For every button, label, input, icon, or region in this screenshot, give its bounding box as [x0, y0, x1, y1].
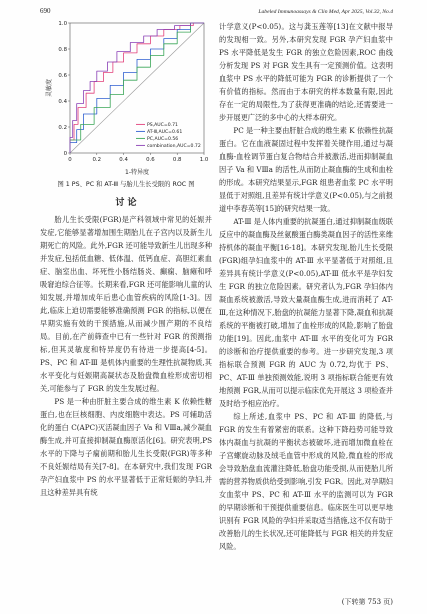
y-tick-label: 0.4	[58, 98, 67, 105]
paragraph: PC 是一种主要由肝脏合成的维生素 K 依赖性抗凝蛋白。它在血液凝固过程中发挥着关键作用,通过与凝血酶-血栓调节蛋白复合物结合并被激活,进而抑制凝血因子 Va 和 VⅢa 的活性,从而防止凝血酶的生成和血栓的形成。本研究结果显示,FGR 组患者血浆 PC 水平明显低于对照组,且差异有统计学意义(P<0.05),与之前报道中李春英等[15]的研究结果一致。	[219, 126, 393, 213]
journal-running-header: Labeled Immunoassays & Clin Med, Apr 2025, Vol.32, No.4	[258, 9, 393, 15]
left-column-text	[40, 213, 212, 603]
x-tick-label: 0.6	[146, 157, 155, 163]
y-axis-label: 灵敏度	[46, 78, 53, 98]
right-column-text	[219, 20, 393, 594]
figure-caption: 图 1 PS、PC 和 AT-Ⅲ 与胎儿生长受限的 ROC 图	[57, 181, 195, 188]
y-tick-label: 0	[63, 150, 67, 157]
y-tick-label: 0.6	[58, 72, 67, 79]
paragraph: 综上所述,血浆中 PS、PC 和 AT-Ⅲ 的降低,与 FGR 的发生有着紧密的联系。这种下降趋势可能导致体内凝血与抗凝的平衡状态被破坏,进而增加微血栓在子宫螺旋动脉及绒毛血管中形成的风险,微血栓的形成会导致胎盘血流灌注降低,胎盘功能受损,从而使胎儿所需的营养物质供给受到影响,引发 FGR。因此,对孕期妇女血浆中 PS、PC 和 AT-Ⅲ 水平的监测可以为 FGR 的早期诊断和干预提供重要信息。临床医生可以更早地识别有 FGR 风险的孕妇并采取适当措施,这不仅有助于改善胎儿的生长状况,还可能降低与 FGR 相关的并发症风险。	[219, 412, 393, 551]
y-tick-label: 0.8	[58, 46, 67, 53]
x-tick-label: 0.4	[119, 157, 128, 163]
legend-label-ps: PS,AUC=0.71	[147, 123, 178, 128]
legend-label-at: AT-Ⅲ,AUC=0.61	[147, 130, 183, 135]
x-axis-label: 1-特异度	[125, 169, 149, 176]
y-tick-label: 0.2	[58, 124, 67, 131]
x-tick-label: 0	[68, 157, 72, 163]
legend-label-combination: combination,AUC=0.72	[147, 144, 201, 149]
continued-on-page-note: (下转第 753 页)	[341, 598, 393, 606]
paragraph: 胎儿生长受限(FGR)是产科领域中常见的妊娠并发症,它能够显著增加围生期胎儿在子宫内以及新生儿期死亡的风险。此外,FGR 还可能导致新生儿出现多种并发症,包括低血糖、低体温、低钙血症、高胆红素血症、脑室出血、坏死性小肠结肠炎、癫痫、脑瘫和呼吸窘迫综合征等。长期来看,FGR 还可能影响儿童的认知发展,并增加成年后患心血管疾病的风险[1-3]。因此,临床上迫切需要能够准确预测 FGR 的指标,以便在早期实施有效的干预措施,从而减少围产期的不良结局。目前,在产前筛查中已有一些针对 FGR 的预测指标,但其灵敏度和特异度仍有待进一步提高[4-5]。PS、PC 和 AT-Ⅲ 是机体内重要的生理性抗凝物质,其水平变化与妊娠期高凝状态及胎盘微血栓形成密切相关,可能参与了 FGR 的发生发展过程。	[40, 215, 212, 393]
paragraph: AT-Ⅲ 是人体内重要的抗凝蛋白,通过抑制凝血级联反应中的凝血酶及丝氨酸蛋白酶类凝血因子的活性来维持机体的凝血平衡[16-18]。本研究发现,胎儿生长受限(FGR)组孕妇血浆中的 AT-Ⅲ 水平显著低于对照组,且差异具有统计学意义(P<0.05),AT-Ⅲ 低水平是孕妇发生 FGR 的独立危险因素。研究者认为,FGR 孕妇体内凝血系统被激活,导致大量凝血酶生成,进而消耗了 AT-Ⅲ,在这种情况下,胎盘的抗凝能力显著下降,凝血和抗凝系统的平衡被打破,增加了血栓形成的风险,影响了胎盘功能[19]。因此,血浆中 AT-Ⅲ 水平的变化可为 FGR 的诊断和治疗提供重要的参考。进一步研究发现,3 项指标联合预测 FGR 的 AUC 为 0.72,均优于 PS、PC、AT-Ⅲ 单独预测效能,说明 3 项指标联合能更有效地预测 FGR,从而可以提示临床优先开展这 3 项检查并及时给予相应治疗。	[219, 217, 393, 408]
roc-chart	[40, 13, 212, 179]
x-tick-label: 0.2	[92, 157, 102, 163]
paragraph-continued: 计学意义(P<0.05)。这与龚玉莲等[13]在文献中报导的发现相一致。另外,本研究发现 FGR 孕产妇血浆中 PS 水平降低是发生 FGR 的独立危险因素,ROC 曲线分析发现 PS 对 FGR 发生具有一定预测价值。这表明血浆中 PS 水平的降低可能为 FGR 的诊断提供了一个有价值的指标。然而由于本研究的样本数量有限,因此存在一定的局限性,为了获得更准确的结论,还需要进一步开展更广泛的多中心的大样本研究。	[219, 22, 393, 122]
legend-label-pc: PC,AUC=0.56	[147, 137, 179, 142]
page-number: 690	[40, 7, 51, 15]
chart-legend	[136, 122, 201, 149]
x-tick-label: 0.8	[172, 157, 182, 163]
x-tick-label: 1.0	[199, 157, 209, 163]
y-tick-label: 1.0	[58, 20, 67, 27]
paragraph: PS 是一种由肝脏主要合成的维生素 K 依赖性糖蛋白,也在巨核细胞、内皮细胞中表达。PS 可辅助活化的蛋白 C(APC)灭活凝血因子 Va 和 VⅢa,减少凝血酶生成,并可直接抑制凝血酶原活化[6]。研究表明,PS 水平的下降与子痫前期和胎儿生长受限(FGR)等多种不良妊娠结局有关[7-8]。在本研究中,我们发现 FGR 孕产妇血浆中 PS 的水平显著低于正常妊娠的孕妇,并且这种差异具有统	[40, 397, 212, 497]
roc-figure	[40, 13, 212, 179]
section-heading-discussion: 讨 论	[115, 198, 137, 208]
